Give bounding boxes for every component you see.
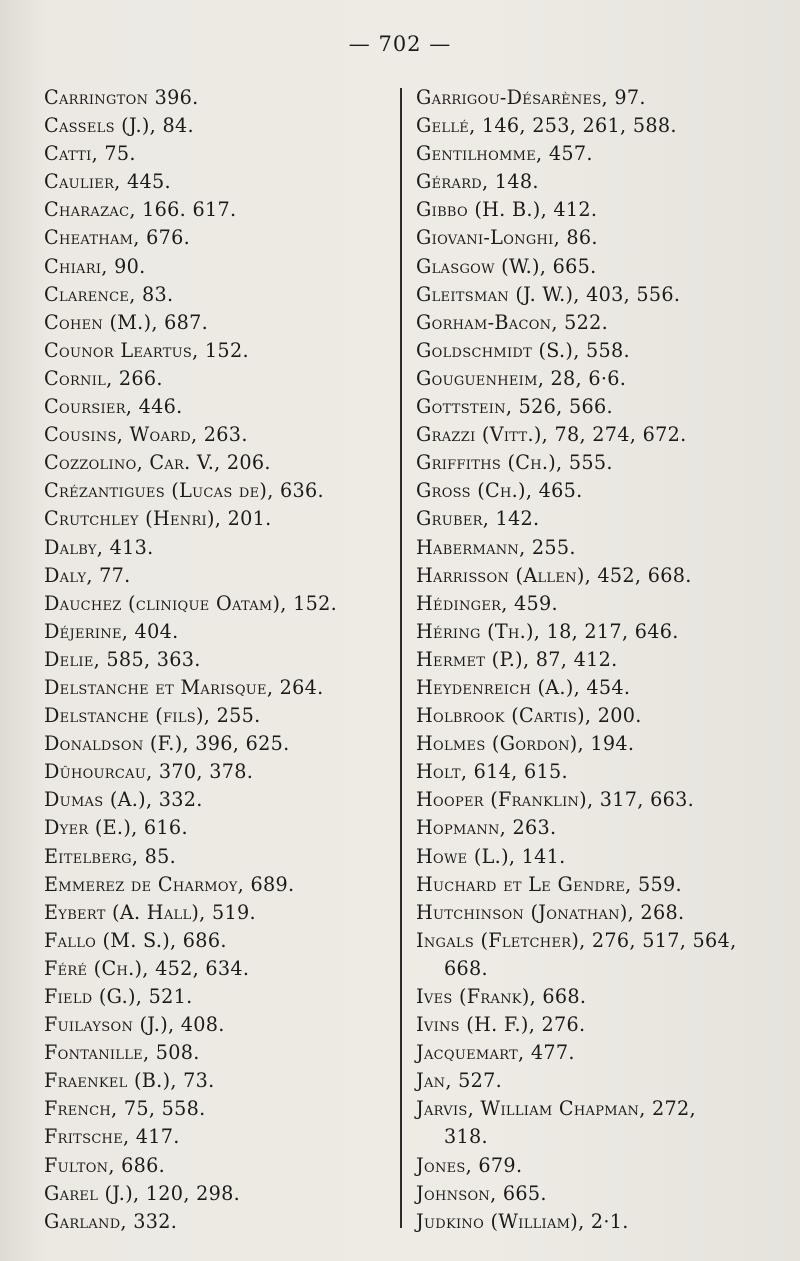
index-entry: Hutchinson (Jonathan), 268. [416, 900, 685, 924]
index-entry: Counor Leartus, 152. [44, 338, 249, 362]
index-entry: Féré (Ch.), 452, 634. [44, 956, 250, 980]
index-entry: Gouguenheim, 28, 6·6. [416, 366, 627, 390]
index-entry: Clarence, 83. [44, 282, 174, 306]
column-divider [400, 88, 402, 1228]
index-entry: Fallo (M. S.), 686. [44, 928, 227, 952]
index-entry: Coursier, 446. [44, 395, 183, 419]
index-entry: Fulton, 686. [44, 1153, 166, 1177]
index-entry-continuation: 668. [444, 956, 488, 980]
index-entry: Dumas (A.), 332. [44, 788, 203, 812]
index-entry: Ingals (Fletcher), 276, 517, 564, [416, 928, 737, 952]
index-entry: Eybert (A. Hall), 519. [44, 900, 256, 924]
index-entry: Dauchez (clinique Oatam), 152. [44, 591, 338, 615]
index-entry: Jones, 679. [416, 1153, 523, 1177]
index-entry-continuation: 318. [444, 1125, 488, 1149]
index-entry: Jacquemart, 477. [416, 1041, 575, 1065]
index-entry: Garland, 332. [44, 1209, 178, 1233]
index-entry: Hooper (Franklin), 317, 663. [416, 788, 695, 812]
index-entry: Gleitsman (J. W.), 403, 556. [416, 282, 681, 306]
index-entry: Crézantigues (Lucas de), 636. [44, 479, 324, 503]
index-entry: Cohen (M.), 687. [44, 310, 209, 334]
index-entry: Harrisson (Allen), 452, 668. [416, 563, 692, 587]
index-entry: Eitelberg, 85. [44, 844, 177, 868]
index-entry: Daly, 77. [44, 563, 131, 587]
index-entry: Johnson, 665. [416, 1181, 547, 1205]
index-entry: Cassels (J.), 84. [44, 114, 194, 138]
index-entry: Cozzolino, Car. V., 206. [44, 451, 271, 475]
index-entry: Catti, 75. [44, 142, 136, 166]
index-entry: Dalby, 413. [44, 535, 154, 559]
index-entry: Déjerine, 404. [44, 619, 179, 643]
index-entry: Holmes (Gordon), 194. [416, 732, 635, 756]
index-entry: Gérard, 148. [416, 170, 539, 194]
index-entry: Delstanche et Marisque, 264. [44, 675, 324, 699]
index-entry: Delie, 585, 363. [44, 647, 201, 671]
index-entry: Grazzi (Vitt.), 78, 274, 672. [416, 423, 687, 447]
index-entry: Holbrook (Cartis), 200. [416, 704, 642, 728]
index-entry: Carrington 396. [44, 86, 199, 109]
index-entry: Gellé, 146, 253, 261, 588. [416, 114, 677, 138]
index-entry: Giovani-Longhi, 86. [416, 226, 598, 250]
index-entry: Garrigou-Désarènes, 97. [416, 86, 646, 109]
index-entry: Hédinger, 459. [416, 591, 558, 615]
index-entry: Glasgow (W.), 665. [416, 254, 597, 278]
index-entry: Goldschmidt (S.), 558. [416, 338, 630, 362]
index-entry: Judkino (William), 2·1. [416, 1209, 629, 1233]
index-entry: Gottstein, 526, 566. [416, 395, 613, 419]
index-entry: Cousins, Woard, 263. [44, 423, 248, 447]
index-column-right [416, 84, 766, 1236]
index-column-left [44, 84, 394, 1236]
page-number: — 702 — [348, 32, 452, 56]
index-entry: Cornil, 266. [44, 366, 163, 390]
index-entry: Holt, 614, 615. [416, 760, 568, 784]
index-entry: Caulier, 445. [44, 170, 171, 194]
index-entry: Dûhourcau, 370, 378. [44, 760, 254, 784]
index-entry: Fraenkel (B.), 73. [44, 1069, 215, 1093]
index-entry: Ivins (H. F.), 276. [416, 1013, 586, 1037]
index-entry: Crutchley (Henri), 201. [44, 507, 272, 531]
index-entry: Jan, 527. [416, 1069, 503, 1093]
index-entry: Emmerez de Charmoy, 689. [44, 872, 295, 896]
index-entry: Jarvis, William Chapman, 272, [416, 1097, 696, 1121]
index-entry: Griffiths (Ch.), 555. [416, 451, 613, 475]
index-entry: Fontanille, 508. [44, 1041, 200, 1065]
index-entry: Héring (Th.), 18, 217, 646. [416, 619, 679, 643]
index-entry: Garel (J.), 120, 298. [44, 1181, 241, 1205]
index-entry: Gentilhomme, 457. [416, 142, 593, 166]
index-entry: Gibbo (H. B.), 412. [416, 198, 598, 222]
index-entry: Habermann, 255. [416, 535, 576, 559]
index-entry: Field (G.), 521. [44, 985, 193, 1008]
index-entry: Donaldson (F.), 396, 625. [44, 732, 290, 756]
index-entry: Chiari, 90. [44, 254, 146, 278]
index-entry: Huchard et Le Gendre, 559. [416, 872, 682, 896]
index-entry: Gruber, 142. [416, 507, 540, 531]
index-entry: Gorham-Bacon, 522. [416, 310, 609, 334]
index-entry: Heydenreich (A.), 454. [416, 675, 631, 699]
index-entry: Hopmann, 263. [416, 816, 557, 840]
index-entry: Charazac, 166. 617. [44, 198, 237, 222]
index-entry: Ives (Frank), 668. [416, 985, 587, 1008]
index-entry: Dyer (E.), 616. [44, 816, 188, 840]
index-entry: Fuilayson (J.), 408. [44, 1013, 225, 1037]
index-entry: Delstanche (fils), 255. [44, 704, 261, 728]
index-entry: Howe (L.), 141. [416, 844, 566, 868]
index-entry: Cheatham, 676. [44, 226, 191, 250]
index-entry: Gross (Ch.), 465. [416, 479, 583, 503]
index-entry: Fritsche, 417. [44, 1125, 180, 1149]
index-entry: Hermet (P.), 87, 412. [416, 647, 618, 671]
index-entry: French, 75, 558. [44, 1097, 206, 1121]
